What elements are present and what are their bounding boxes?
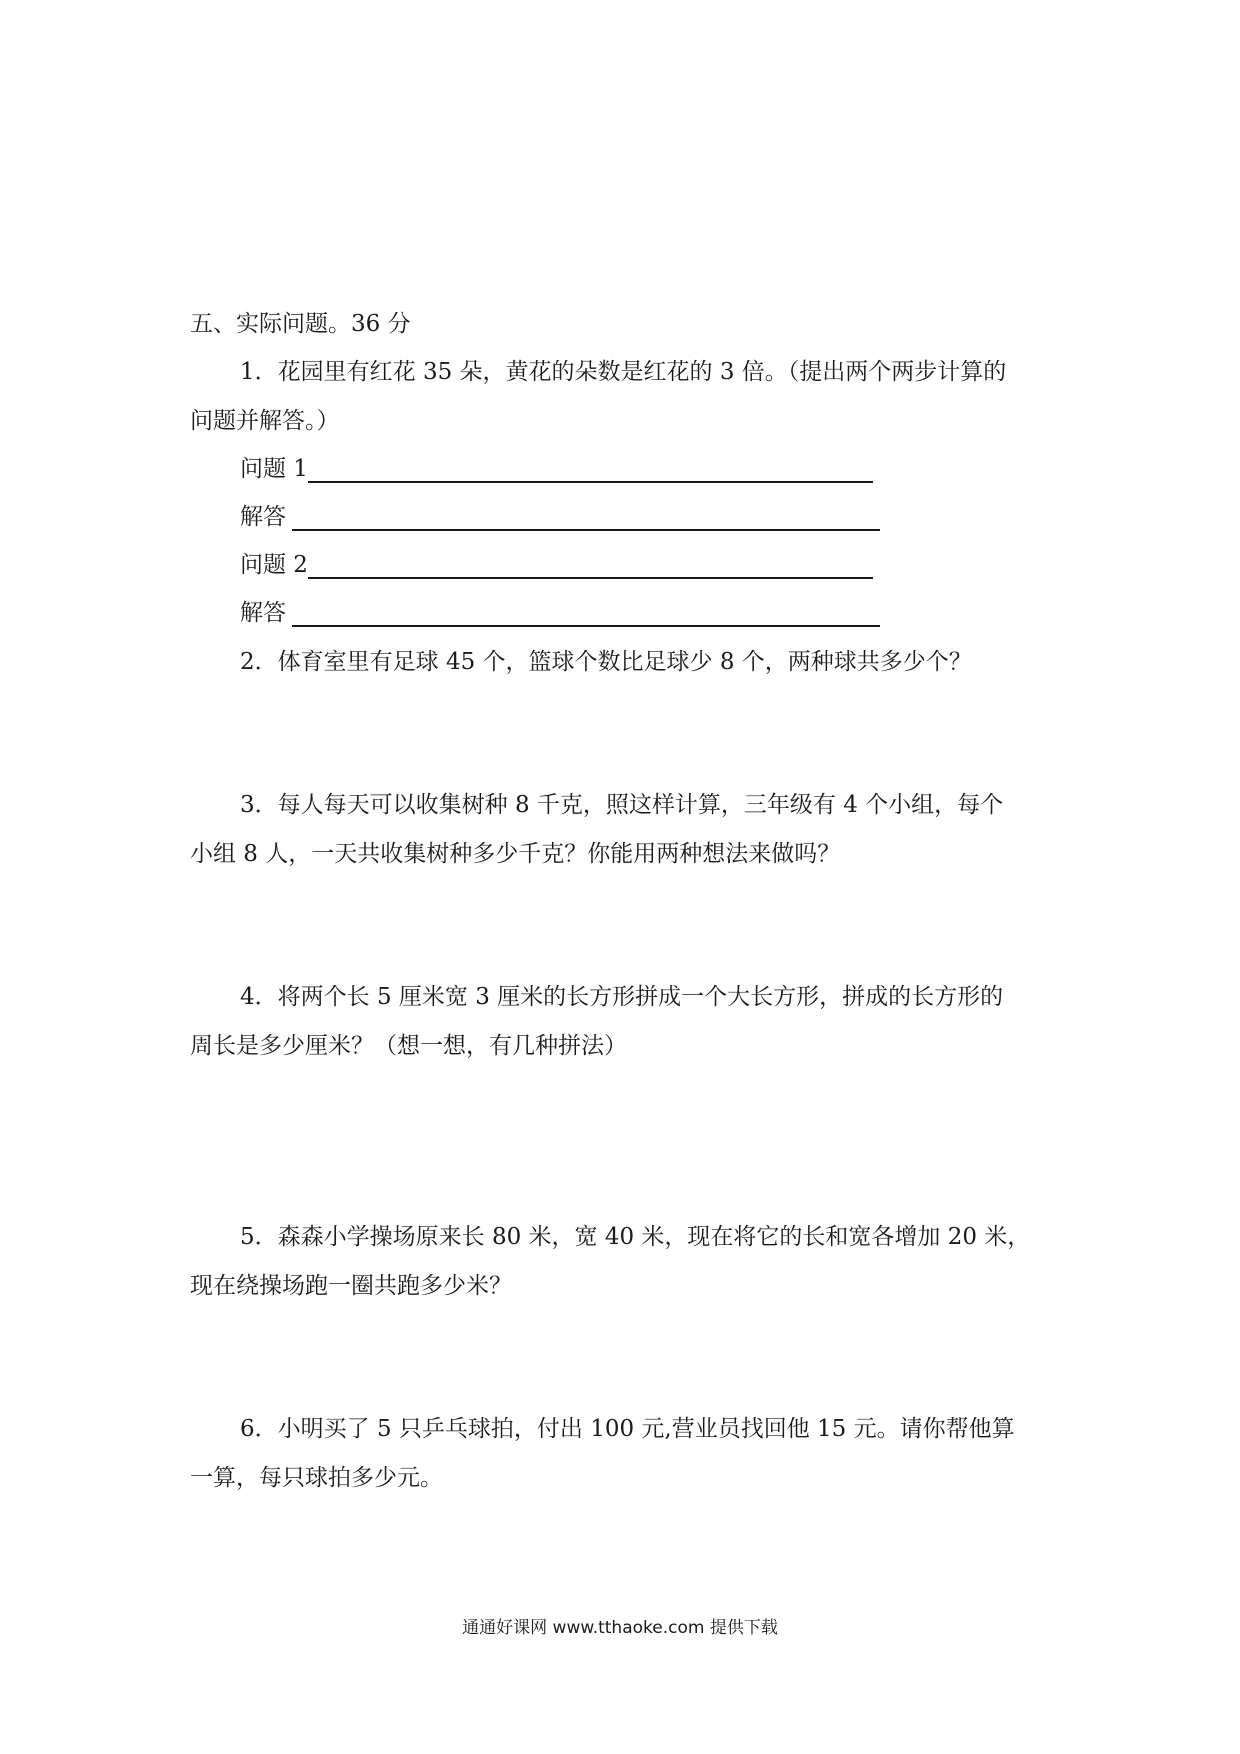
- blank-label: 问题 1: [240, 456, 308, 482]
- question-6-line-2: 一算，每只球拍多少元。: [190, 1465, 443, 1491]
- section-title: 五、实际问题。36 分: [190, 311, 411, 337]
- blank-underline[interactable]: [292, 529, 880, 531]
- blank-label: 解答: [240, 600, 286, 626]
- blank-underline[interactable]: [308, 481, 873, 483]
- blank-underline[interactable]: [308, 577, 873, 579]
- question-1-line-2: 问题并解答。）: [190, 408, 340, 434]
- question-6-line-1: 6．小明买了 5 只乒乓球拍，付出 100 元,营业员找回他 15 元。请你帮他算: [240, 1416, 1015, 1442]
- question-3-line-2: 小组 8 人，一天共收集树种多少千克？你能用两种想法来做吗？: [190, 841, 841, 867]
- question-4-line-1: 4．将两个长 5 厘米宽 3 厘米的长方形拼成一个大长方形，拼成的长方形的: [240, 984, 1004, 1010]
- question-1-line-1: 1．花园里有红花 35 朵，黄花的朵数是红花的 3 倍。（提出两个两步计算的: [240, 359, 1007, 385]
- question-5-line-2: 现在绕操场跑一圈共跑多少米？: [190, 1273, 512, 1299]
- footer-credit: 通通好课网 www.tthaoke.com 提供下载: [462, 1618, 778, 1638]
- question-5-line-1: 5．森森小学操场原来长 80 米，宽 40 米，现在将它的长和宽各增加 20 米，: [240, 1224, 1031, 1250]
- blank-label: 解答: [240, 504, 286, 530]
- question-2-line-1: 2．体育室里有足球 45 个，篮球个数比足球少 8 个，两种球共多少个？: [240, 649, 972, 675]
- question-4-line-2: 周长是多少厘米？（想一想，有几种拼法）: [190, 1033, 627, 1059]
- blank-label: 问题 2: [240, 552, 308, 578]
- blank-underline[interactable]: [292, 625, 880, 627]
- question-3-line-1: 3．每人每天可以收集树种 8 千克，照这样计算，三年级有 4 个小组，每个: [240, 792, 1004, 818]
